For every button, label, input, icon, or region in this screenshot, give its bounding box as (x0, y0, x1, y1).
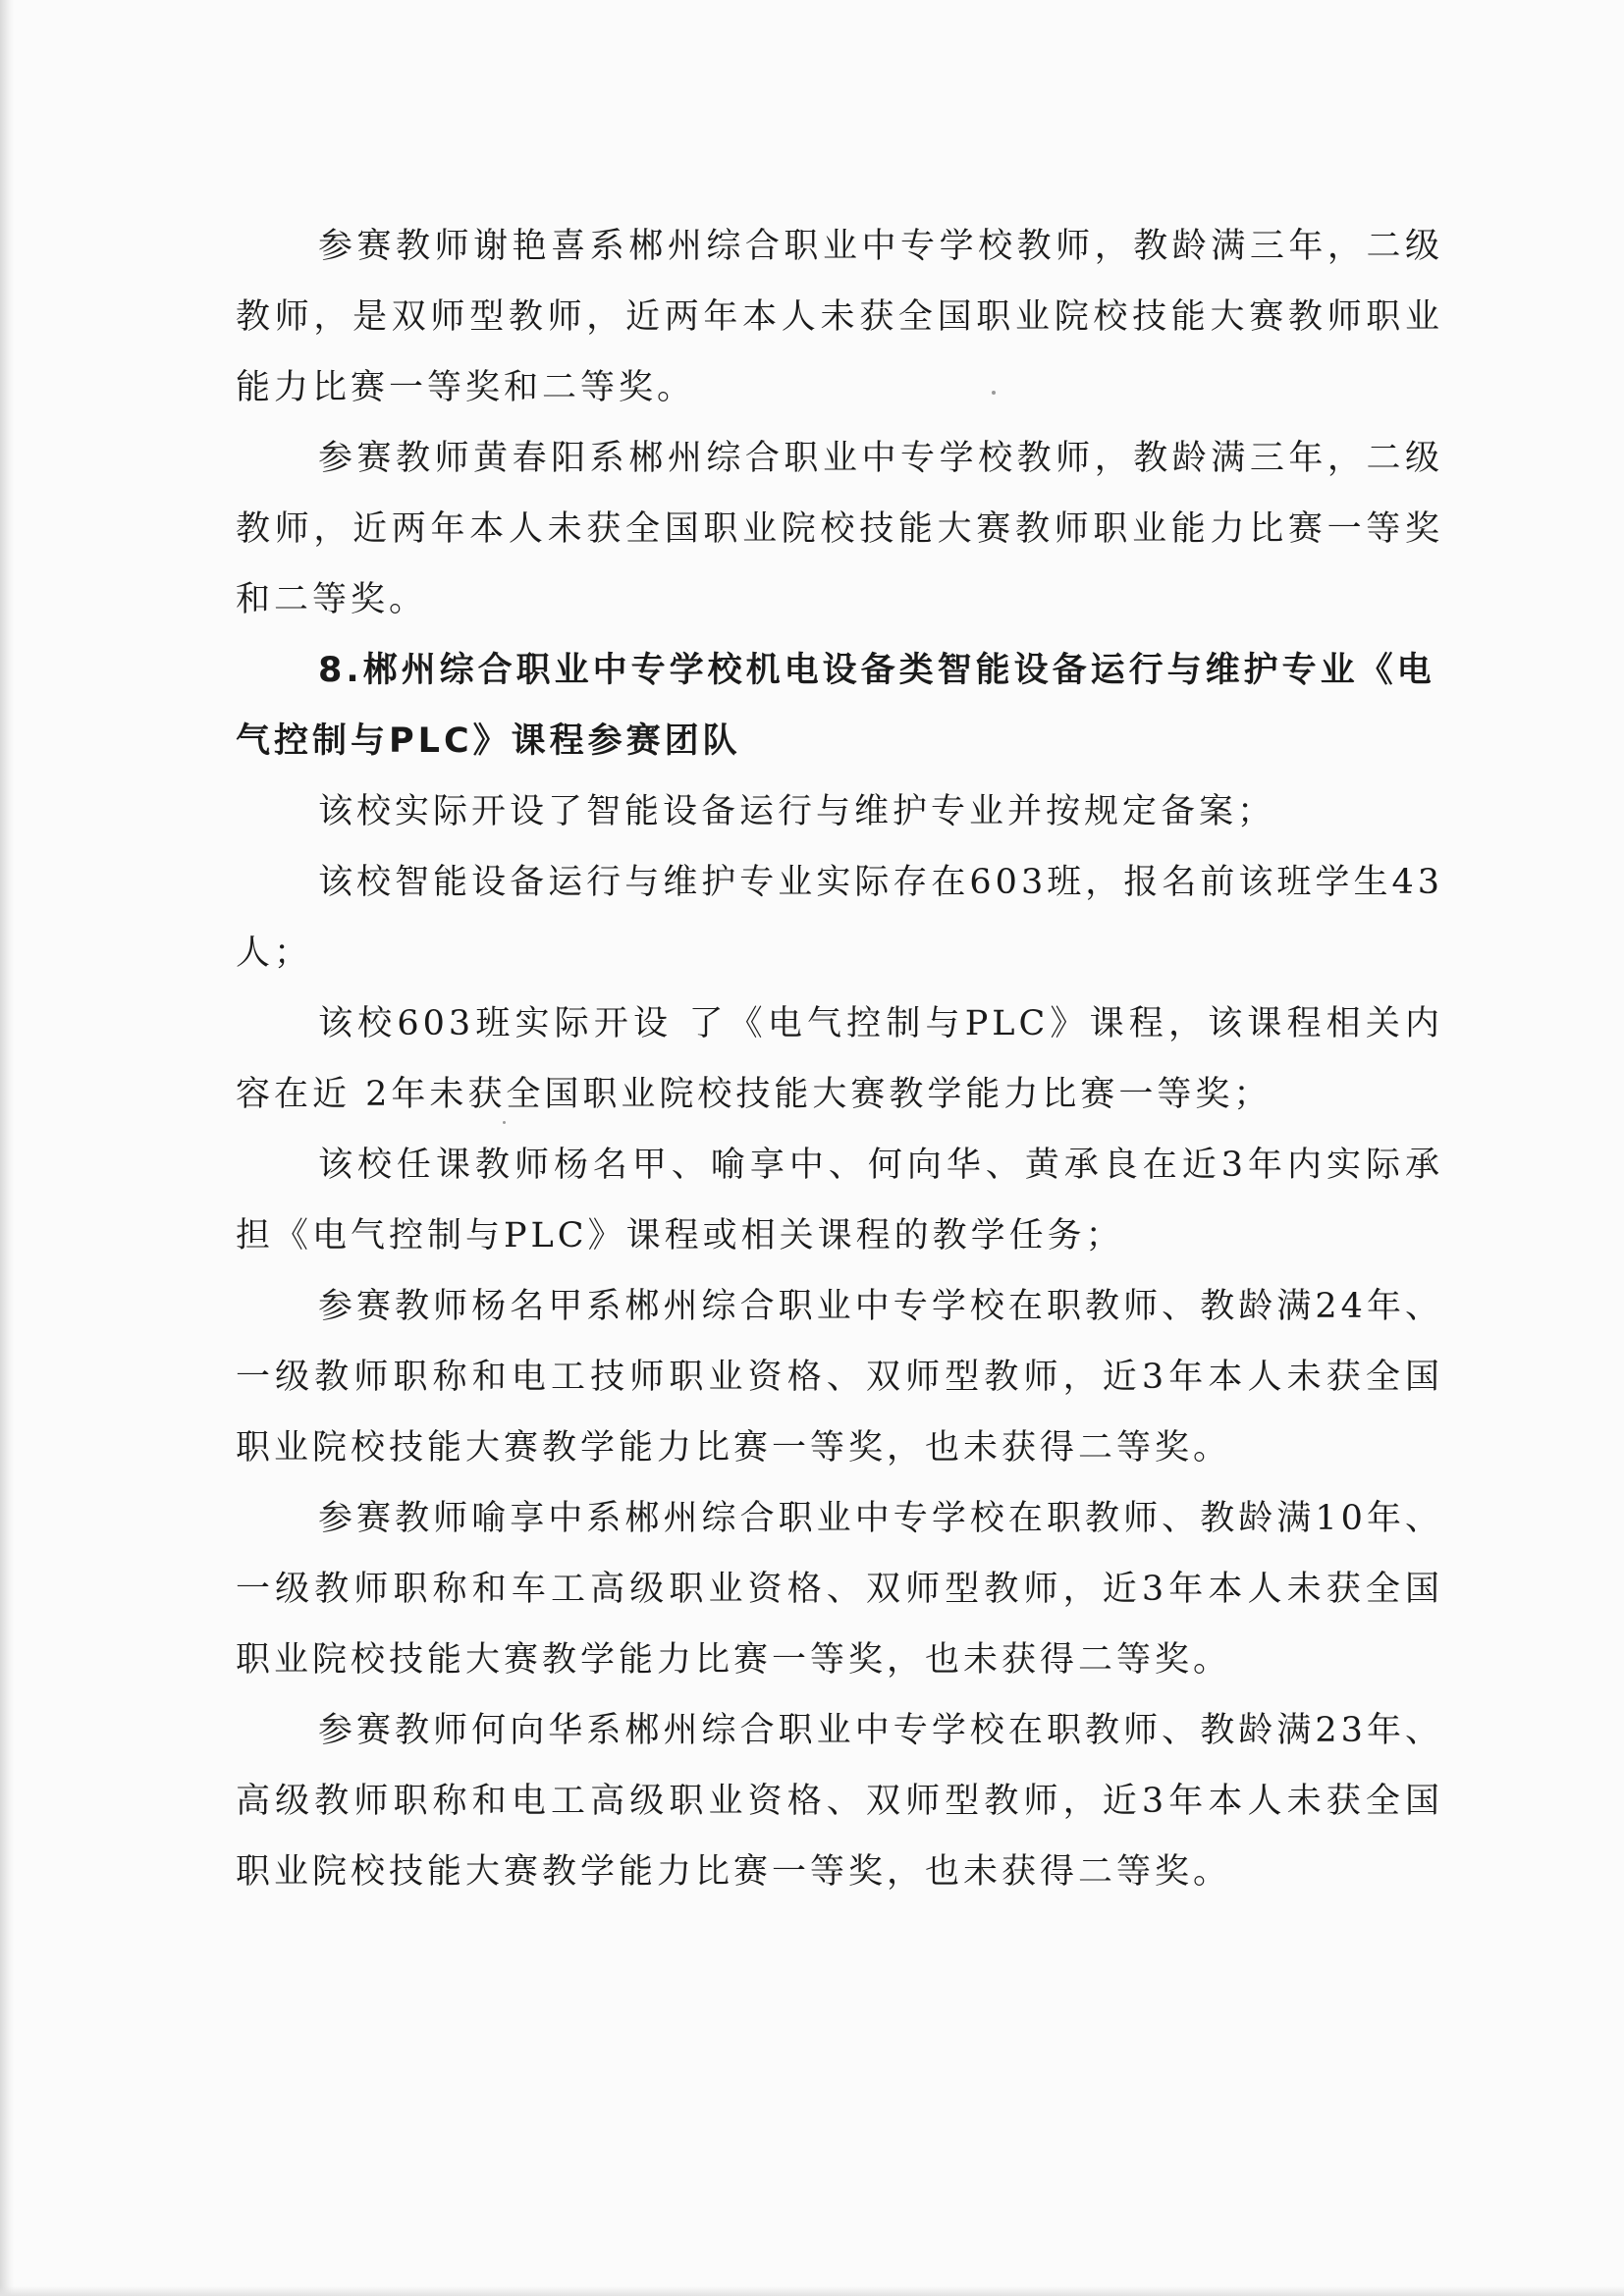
scan-shadow-left (0, 0, 14, 2296)
paragraph-class-603: 该校智能设备运行与维护专业实际存在603班，报名前该班学生43人； (236, 863, 1443, 973)
paragraph-yang-mingjia: 参赛教师杨名甲系郴州综合职业中专学校在职教师、教龄满24年、一级教师职称和电工技师职业资格、双师型教师，近3年本人未获全国职业院校技能大赛教学能力比赛一等奖，也未获得二等奖。 (236, 1287, 1443, 1468)
paragraph-yu-xiangzhong: 参赛教师喻享中系郴州综合职业中专学校在职教师、教龄满10年、一级教师职称和车工高级职业资格、双师型教师，近3年本人未获全国职业院校技能大赛教学能力比赛一等奖，也未获得二等奖。 (236, 1499, 1443, 1680)
paragraph-huang-chunyang: 参赛教师黄春阳系郴州综合职业中专学校教师，教龄满三年，二级教师，近两年本人未获全国职业院校技能大赛教师职业能力比赛一等奖和二等奖。 (236, 439, 1443, 619)
paragraph-he-xianghua: 参赛教师何向华系郴州综合职业中专学校在职教师、教龄满23年、高级教师职称和电工高级职业资格、双师型教师，近3年本人未获全国职业院校技能大赛教学能力比赛一等奖，也未获得二等奖。 (236, 1711, 1443, 1892)
paragraph-course-offering: 该校603班实际开设 了《电气控制与PLC》课程，该课程相关内容在近 2年未获全国职业院校技能大赛教学能力比赛一等奖； (236, 1004, 1443, 1114)
section-heading-8: 8.郴州综合职业中专学校机电设备类智能设备运行与维护专业《电气控制与PLC》课程参赛团队 (236, 651, 1435, 761)
paragraph-xie-yanxi: 参赛教师谢艳喜系郴州综合职业中专学校教师，教龄满三年，二级教师，是双师型教师，近两年本人未获全国职业院校技能大赛教师职业能力比赛一等奖和二等奖。 (236, 227, 1443, 407)
paragraph-teaching-staff: 该校任课教师杨名甲、喻享中、何向华、黄承良在近3年内实际承担《电气控制与PLC》课程或相关课程的教学任务； (236, 1146, 1443, 1255)
scan-shadow-bottom (0, 2286, 1624, 2296)
document-body (236, 211, 1443, 1907)
paragraph-major-filing: 该校实际开设了智能设备运行与维护专业并按规定备案； (318, 792, 1276, 831)
